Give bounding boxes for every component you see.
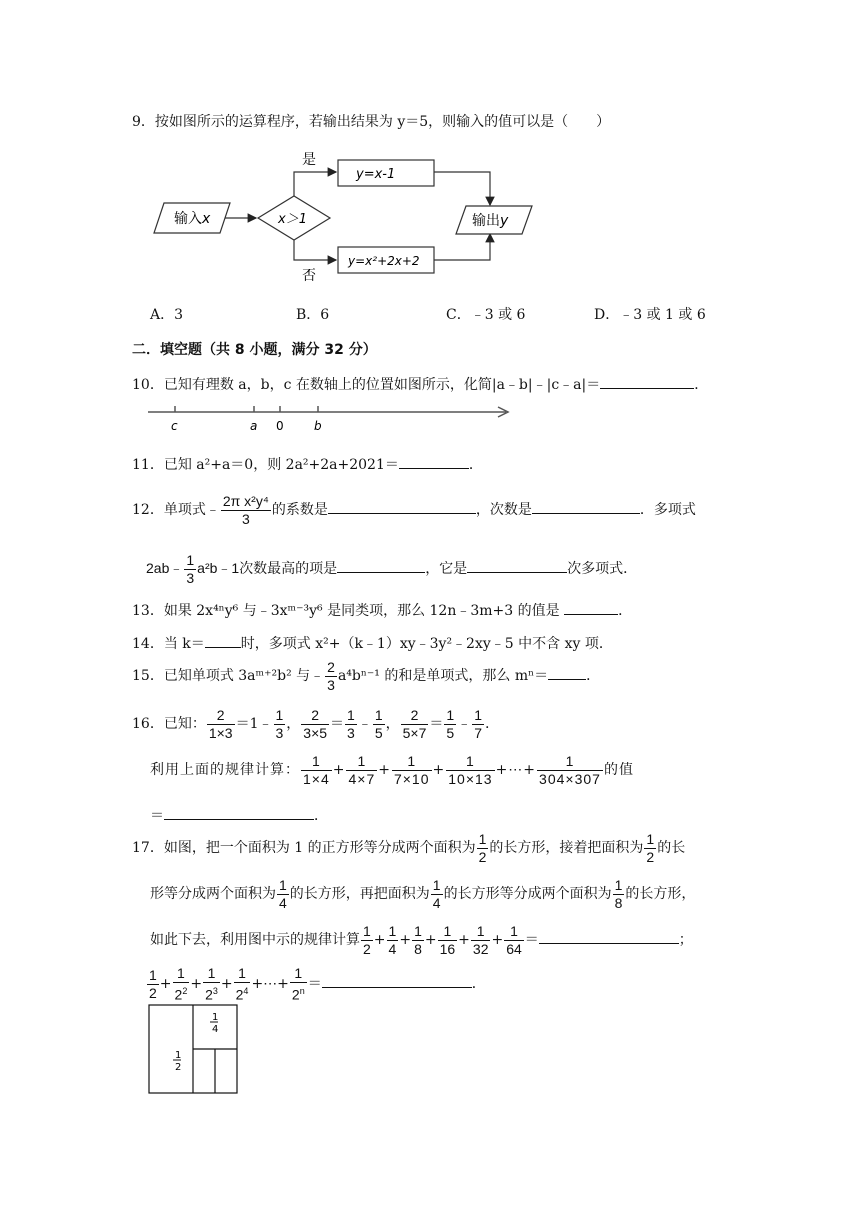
option-c: C．﹣3 或 6	[446, 307, 526, 323]
question-17: 17．如图，把一个面积为 1 的正方形等分成两个面积为 $\frac{1}{2}$ 的长方形，接着把面积为 $\frac{1}{2}$ 的长	[132, 830, 686, 865]
question-16-line3: ＝ ．	[150, 803, 328, 826]
question-10: 10．已知有理数 a，b，c 在数轴上的位置如图所示，化简|a﹣b|﹣|c﹣a|＝ ．	[132, 372, 708, 395]
section-title: 二．填空题（共 8 小题，满分 32 分）	[132, 342, 377, 358]
q12-pre: 12．单项式﹣	[132, 502, 220, 518]
svg-text:1: 1	[212, 1012, 219, 1023]
tick-b: b	[314, 419, 322, 433]
q12-end: ．多项式	[639, 502, 696, 518]
flowchart	[150, 148, 540, 288]
q12-fraction: $\frac{\text{2π x²y⁴}}{3}$	[222, 492, 269, 527]
question-16-line2: 利用上面的规律计算： $\frac{1}{1\times 4}$ + $\frac{1}{4\times 7}$ + $\frac{1}{7\times 10}$ + $\frac{1}{10\times 13}$ +⋯+ $\frac{1}{304\times 307}$ 的值	[150, 752, 634, 787]
question-17-line4: $\frac{1}{2}$ + $\frac{1}{2^2}$ + $\frac{1}{2^3}$ + $\frac{1}{2^4}$ +⋯+ $\frac{1}{2^n}$ ＝ ．	[149, 964, 486, 1003]
question-12-line2: 2ab﹣ $\frac{1}{3}$ a²b﹣1次数最高的项是 ，它是 次多项式．	[146, 551, 638, 586]
option-d: D．﹣3 或 1 或 6	[594, 307, 706, 323]
question-12	[132, 488, 696, 532]
question-13: 13．如果 2x⁴ⁿy⁶ 与﹣3xᵐ⁻³y⁶ 是同类项，那么 12n﹣3m+3 的值是 ．	[132, 598, 632, 621]
q11-text: 11．已知 a²+a＝0，则 2a²+2a+2021＝	[132, 457, 399, 473]
flow-yes: 是	[302, 152, 316, 168]
option-a: A．3	[150, 307, 184, 323]
square-figure	[148, 1004, 240, 1096]
question-16: 16．已知： $\frac{2}{1\times 3}$ ＝1﹣ $\frac{1}{3}$ ， $\frac{2}{3\times 5}$ ＝ $\frac{1}{3}$ ﹣ $\frac{1}{5}$ ， $\frac{2}{5\times 7}$ ＝ $\frac{1}{5}$ ﹣ $\frac{1}{7}$ .	[132, 706, 490, 741]
option-b: B．6	[296, 307, 330, 323]
flow-cond: x＞1	[278, 212, 307, 227]
tick-a: a	[250, 419, 258, 433]
flow-box-yes: y=x-1	[356, 167, 396, 182]
flow-box-no: y=x²+2x+2	[348, 254, 420, 268]
question-9-text: 9．按如图所示的运算程序，若输出结果为 y＝5，则输入的值可以是（ ）	[132, 114, 611, 130]
q13-text: 13．如果 2x⁴ⁿy⁶ 与﹣3xᵐ⁻³y⁶ 是同类项，那么 12n﹣3m+3 的值是	[132, 603, 560, 619]
flow-output: 输出y	[472, 213, 509, 229]
question-11: 11．已知 a²+a＝0，则 2a²+2a+2021＝ ．	[132, 452, 483, 475]
q12-mid: 的系数是	[271, 502, 328, 518]
q12-mid2: ，次数是	[475, 502, 532, 518]
flow-no: 否	[302, 268, 316, 284]
tick-c: c	[171, 419, 178, 433]
svg-text:1: 1	[175, 1050, 182, 1061]
question-17-line2: 形等分成两个面积为 $\frac{1}{4}$ 的长方形，再把面积为 $\frac{1}{4}$ 的长方形等分成两个面积为 $\frac{1}{8}$ 的长方形，	[150, 876, 696, 911]
svg-text:2: 2	[175, 1062, 182, 1073]
question-14: 14．当 k＝ 时，多项式 x²+（k﹣1）xy﹣3y²﹣2xy﹣5 中不含 xy 项．	[132, 631, 613, 654]
q10-text: 10．已知有理数 a，b，c 在数轴上的位置如图所示，化简|a﹣b|﹣|c﹣a|＝	[132, 377, 601, 393]
flow-input: 输入x	[174, 211, 211, 227]
question-15: 15．已知单项式 3aᵐ⁺²b² 与﹣ $\frac{2}{3}$ a⁴bⁿ⁻¹ 的和是单项式，那么 mⁿ＝ ．	[132, 658, 601, 693]
question-17-line3: 如此下去，利用图中示的规律计算 $\frac{1}{2}$ + $\frac{1}{4}$ + $\frac{1}{8}$ + $\frac{1}{16}$ + $\frac{1}{32}$ + $\frac{1}{64}$ ＝ ；	[150, 922, 693, 957]
svg-text:4: 4	[212, 1024, 219, 1035]
tick-0: 0	[276, 419, 284, 433]
number-line	[146, 400, 516, 434]
